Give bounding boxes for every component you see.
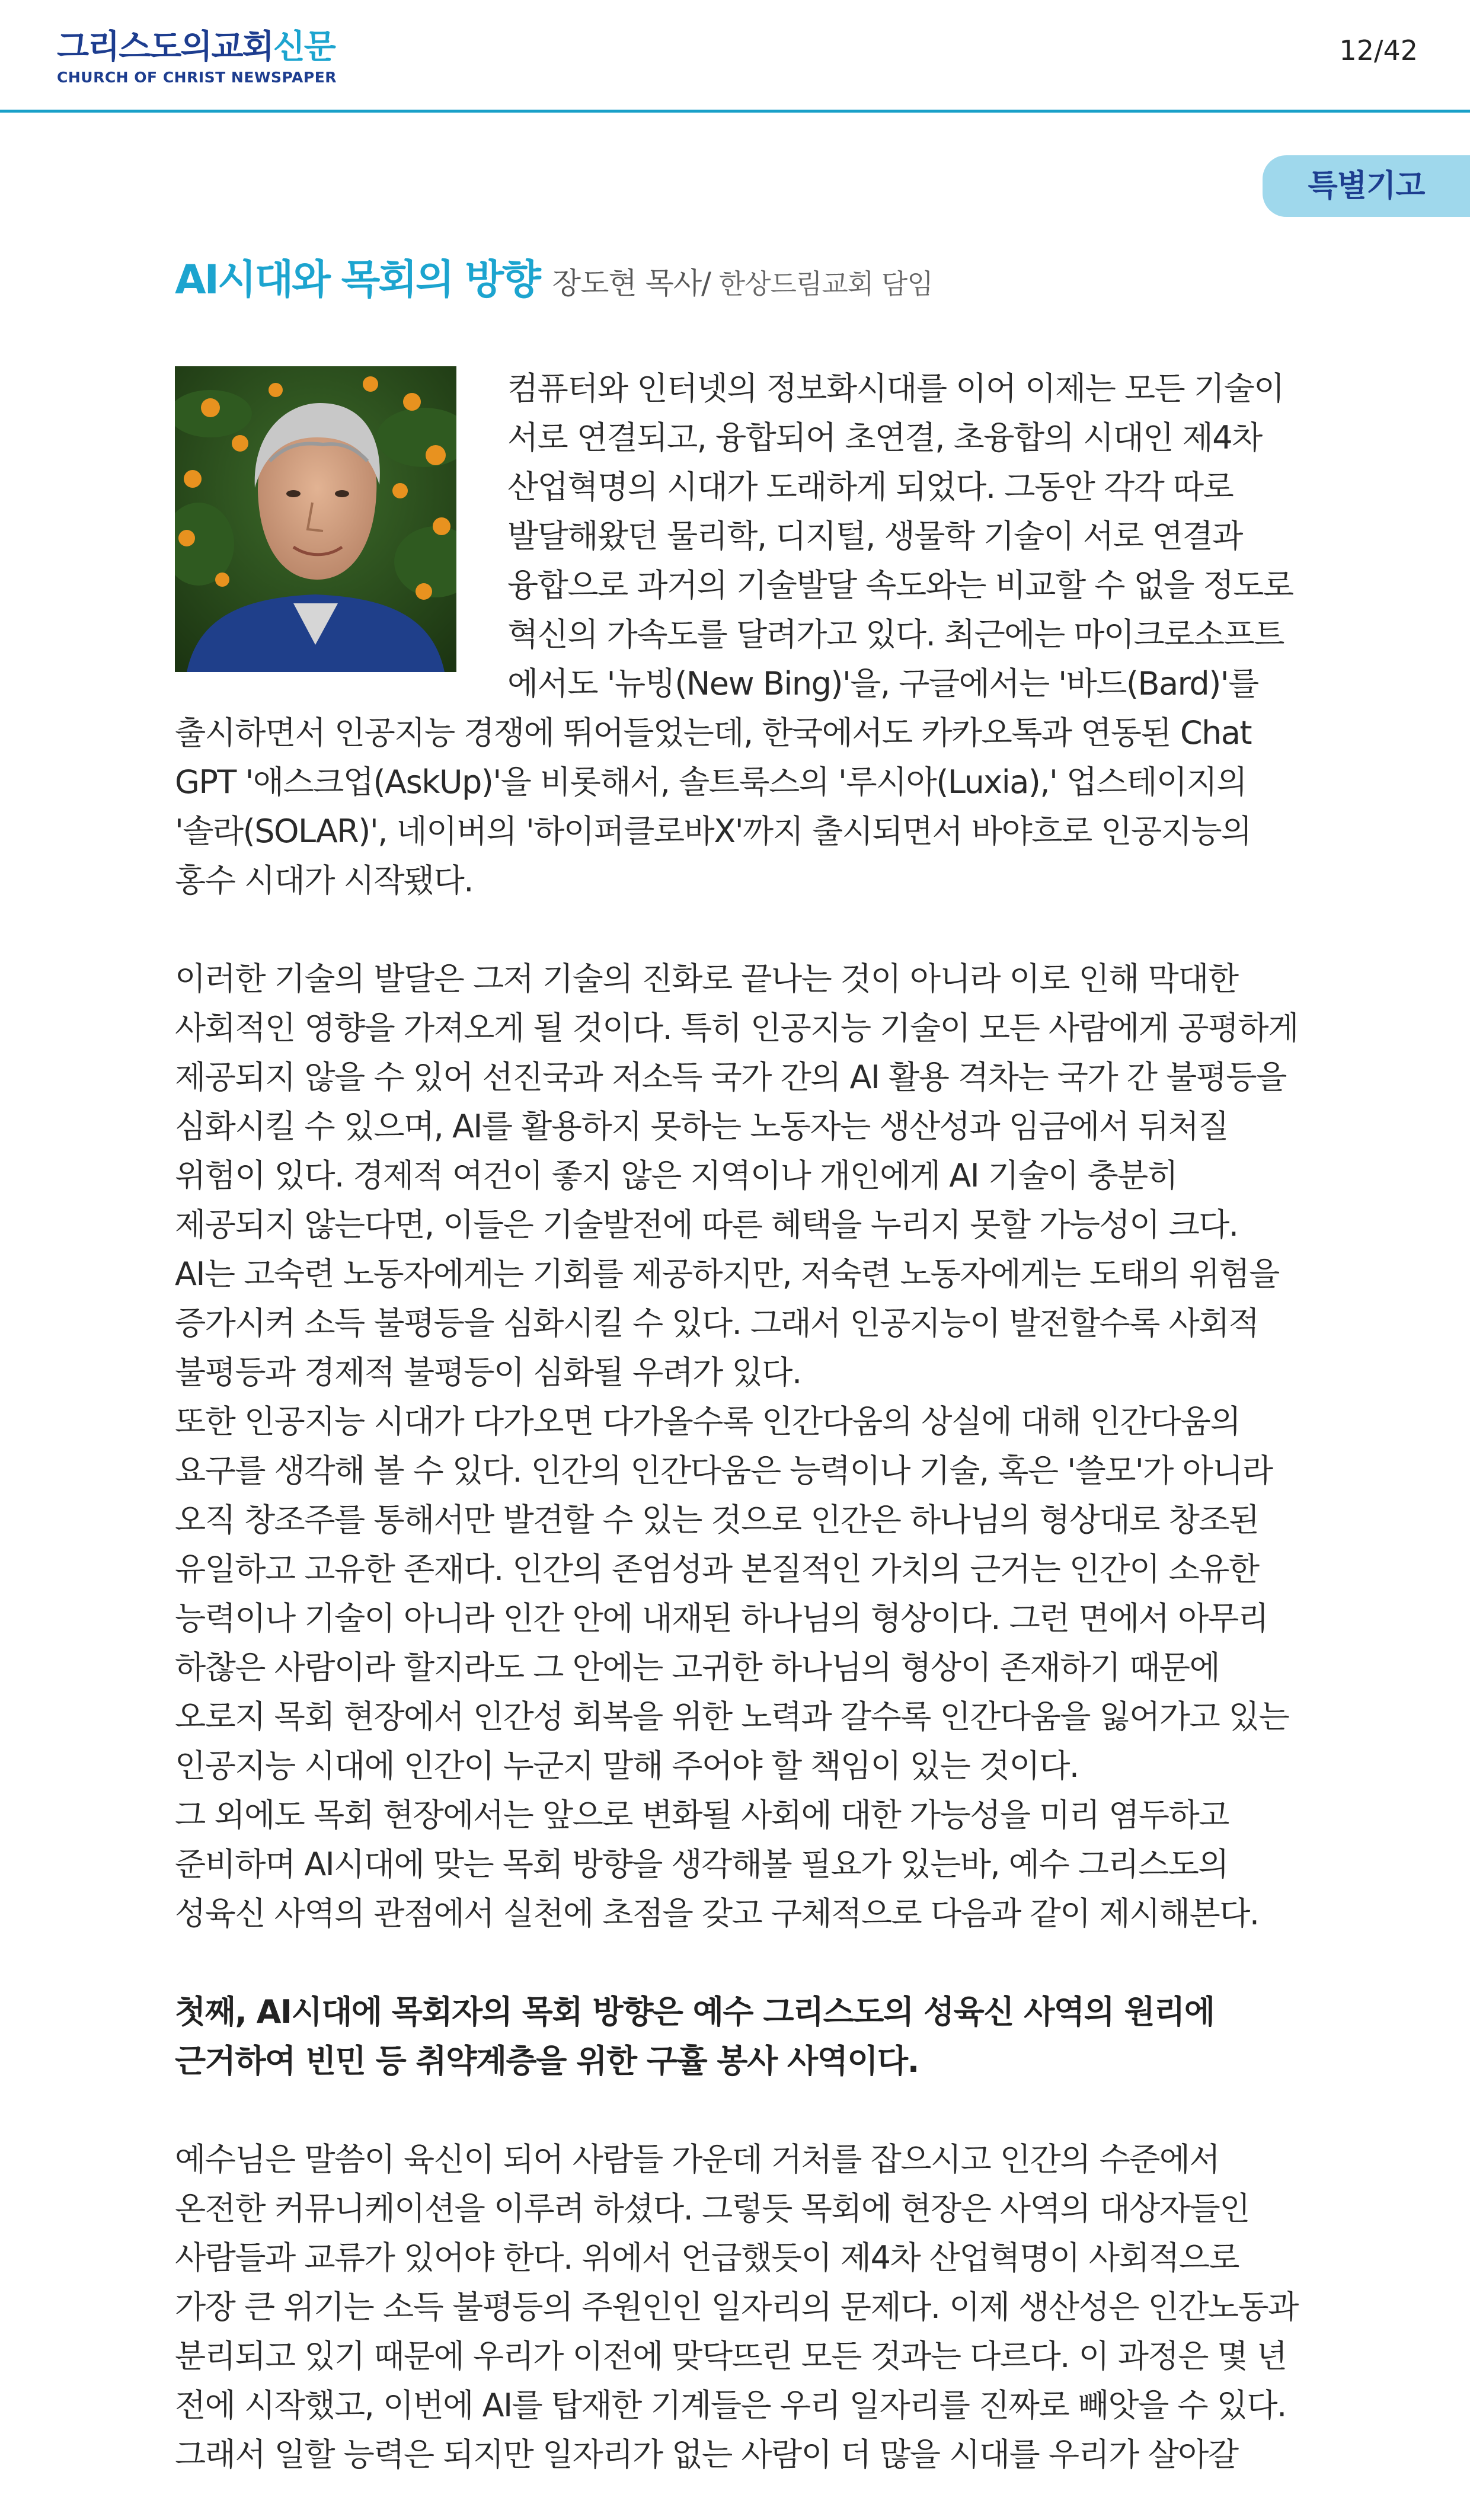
text-line: 그 외에도 목회 현장에서는 앞으로 변화될 사회에 대한 가능성을 미리 염두하고 — [175, 1796, 1229, 1834]
text-line: 요구를 생각해 볼 수 있다. 인간의 인간다움은 능력이나 기술, 혹은 '쓸모'가 아니라 — [175, 1452, 1273, 1489]
text-line: GPT '애스크업(AskUp)'을 비롯해서, 솔트룩스의 '루시아(Luxia),' 업스테이지의 — [175, 763, 1247, 801]
text-line: 가장 큰 위기는 소득 불평등의 주원인인 일자리의 문제다. 이제 생산성은 인간노동과 — [175, 2288, 1298, 2326]
text-line: 혁신의 가속도를 달려가고 있다. 최근에는 마이크로소프트 — [507, 616, 1284, 653]
text-line: 오직 창조주를 통해서만 발견할 수 있는 것으로 인간은 하나님의 형상대로 창조된 — [175, 1501, 1259, 1539]
text-line: 인공지능 시대에 인간이 누군지 말해 주어야 할 책임이 있는 것이다. — [175, 1747, 1079, 1785]
text-line: 사람들과 교류가 있어야 한다. 위에서 언급했듯이 제4차 산업혁명이 사회적으로 — [175, 2239, 1239, 2276]
text-line: 준비하며 AI시대에 맞는 목회 방향을 생각해볼 필요가 있는바, 예수 그리스도의 — [175, 1846, 1229, 1883]
text-line: 예수님은 말씀이 육신이 되어 사람들 가운데 거처를 잡으시고 인간의 수준에서 — [175, 2141, 1220, 2178]
text-line: 위험이 있다. 경제적 여건이 좋지 않은 지역이나 개인에게 AI 기술이 충분히 — [175, 1157, 1178, 1194]
text-line: 심화시킬 수 있으며, AI를 활용하지 못하는 노동자는 생산성과 임금에서 뒤처질 — [175, 1108, 1229, 1145]
article-body — [175, 708, 1298, 2479]
text-line: 오로지 목회 현장에서 인간성 회복을 위한 노력과 갈수록 인간다움을 잃어가고 있는 — [175, 1698, 1289, 1735]
text-line: 제공되지 않는다면, 이들은 기술발전에 따른 혜택을 누리지 못할 가능성이 크다. — [175, 1206, 1238, 1243]
text-line: 하찮은 사람이라 할지라도 그 안에는 고귀한 하나님의 형상이 존재하기 때문에 — [175, 1649, 1220, 1686]
text-line: 산업혁명의 시대가 도래하게 되었다. 그동안 각각 따로 — [507, 468, 1233, 506]
article-title-row — [175, 248, 933, 301]
page-header — [0, 0, 1470, 113]
paragraph-gap — [175, 905, 1298, 954]
text-line: 분리되고 있기 때문에 우리가 이전에 맞닥뜨린 모든 것과는 다르다. 이 과정은 몇 년 — [175, 2337, 1287, 2375]
text-line: 이러한 기술의 발달은 그저 기술의 진화로 끝나는 것이 아니라 이로 인해 막대한 — [175, 960, 1238, 997]
section-heading-line: 근거하여 빈민 등 취약계층을 위한 구휼 봉사 사역이다. — [175, 2042, 919, 2080]
text-line: 증가시켜 소득 불평등을 심화시킬 수 있다. 그래서 인공지능이 발전할수록 사회적 — [175, 1304, 1259, 1342]
author-name: 장도현 목사/ — [552, 266, 711, 300]
text-line: 사회적인 영향을 가져오게 될 것이다. 특히 인공지능 기술이 모든 사람에게 공평하게 — [175, 1009, 1298, 1047]
intro-text-block — [507, 364, 1293, 708]
logo-subtitle: CHURCH OF CHRIST NEWSPAPER — [57, 69, 337, 86]
text-line: 홍수 시대가 시작됐다. — [175, 862, 473, 899]
logo-highlight-text: 신문 — [273, 28, 335, 66]
text-line: '솔라(SOLAR)', 네이버의 '하이퍼클로바X'까지 출시되면서 바야흐로 인공지능의 — [175, 813, 1251, 850]
article-author — [552, 266, 933, 300]
author-portrait-image — [175, 366, 456, 672]
newspaper-logo[interactable] — [57, 28, 335, 66]
text-line: 능력이나 기술이 아니라 인간 안에 내재된 하나님의 형상이다. 그런 면에서 아무리 — [175, 1600, 1268, 1637]
paragraph-gap — [175, 2086, 1298, 2135]
text-line: 온전한 커뮤니케이션을 이루려 하셨다. 그렇듯 목회에 현장은 사역의 대상자들인 — [175, 2190, 1250, 2227]
page-number: 12/42 — [1339, 34, 1418, 66]
paragraph-gap — [175, 1938, 1298, 1987]
text-line: 제공되지 않을 수 있어 선진국과 저소득 국가 간의 AI 활용 격차는 국가 간 불평등을 — [175, 1058, 1286, 1096]
category-tag: 특별기고 — [1263, 155, 1470, 217]
article-title: AI시대와 목회의 방향 — [175, 257, 539, 303]
text-line: 성육신 사역의 관점에서 실천에 초점을 갖고 구체적으로 다음과 같이 제시해본다. — [175, 1895, 1259, 1932]
text-line: 불평등과 경제적 불평등이 심화될 우려가 있다. — [175, 1354, 801, 1391]
logo-main-text: 그리스도의교회 — [57, 28, 273, 66]
text-line: 발달해왔던 물리학, 디지털, 생물학 기술이 서로 연결과 — [507, 517, 1242, 555]
text-line: 에서도 '뉴빙(New Bing)'을, 구글에서는 '바드(Bard)'를 — [507, 665, 1258, 702]
author-affiliation: 한상드림교회 담임 — [711, 268, 933, 300]
text-line: 출시하면서 인공지능 경쟁에 뛰어들었는데, 한국에서도 카카오톡과 연동된 Chat — [175, 714, 1252, 751]
author-photo — [175, 366, 456, 672]
text-line: 또한 인공지능 시대가 다가오면 다가올수록 인간다움의 상실에 대해 인간다움의 — [175, 1403, 1241, 1440]
text-line: 그래서 일할 능력은 되지만 일자리가 없는 사람이 더 많을 시대를 우리가 살아갈 — [175, 2436, 1238, 2473]
text-line: 컴퓨터와 인터넷의 정보화시대를 이어 이제는 모든 기술이 — [507, 370, 1284, 407]
section-heading-line: 첫째, AI시대에 목회자의 목회 방향은 예수 그리스도의 성육신 사역의 원리에 — [175, 1993, 1215, 2030]
text-line: 융합으로 과거의 기술발달 속도와는 비교할 수 없을 정도로 — [507, 567, 1293, 604]
text-line: 전에 시작했고, 이번에 AI를 탑재한 기계들은 우리 일자리를 진짜로 빼앗을 수 있다. — [175, 2387, 1286, 2424]
text-line: 서로 연결되고, 융합되어 초연결, 초융합의 시대인 제4차 — [507, 419, 1262, 456]
text-line: 유일하고 고유한 존재다. 인간의 존엄성과 본질적인 가치의 근거는 인간이 소유한 — [175, 1550, 1259, 1588]
text-line: AI는 고숙련 노동자에게는 기회를 제공하지만, 저숙련 노동자에게는 도태의 위험을 — [175, 1255, 1279, 1293]
